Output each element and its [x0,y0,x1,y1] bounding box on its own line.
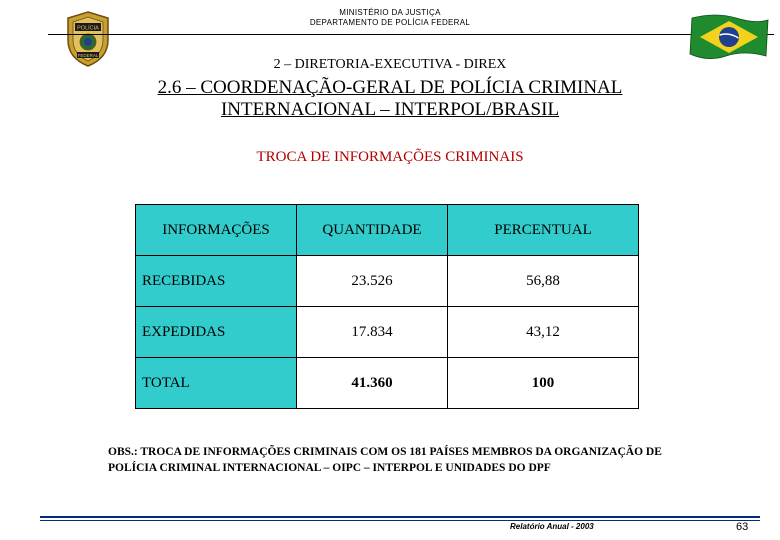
quantity-cell: 23.526 [297,256,448,307]
department-name: DEPARTAMENTO DE POLÍCIA FEDERAL [309,18,471,27]
table-row-total [136,358,639,409]
ministry-name: MINISTÉRIO DA JUSTIÇA [339,8,441,17]
table-row [136,256,639,307]
table-header-row [136,205,639,256]
column-header-quantidade: QUANTIDADE [297,205,448,256]
quantity-cell: 41.360 [297,358,448,409]
observation-note: OBS.: TROCA DE INFORMAÇÕES CRIMINAIS COM OS 181 PAÍSES MEMBROS DA ORGANIZAÇÃO DE POLÍCIA CRIMINAL INTERNACIONAL – OIPC – INTERPOL E UNIDADES DO DPF [108,446,662,474]
subtitle: 2 – DIRETORIA-EXECUTIVA - DIREX [273,57,507,72]
header-rule [48,34,774,35]
page-number: 63 [736,521,749,533]
quantity-cell: 17.834 [297,307,448,358]
percent-cell: 100 [448,358,639,409]
header-text [0,8,780,28]
badge-top-text: POLÍCIA [77,25,99,32]
table-row [136,307,639,358]
brazil-flag-icon [686,12,772,62]
row-label: EXPEDIDAS [136,307,297,358]
footer-report-title: Relatório Anual - 2003 [510,522,594,531]
footer-rule-thin [40,520,760,521]
percent-cell: 43,12 [448,307,639,358]
percent-cell: 56,88 [448,256,639,307]
row-label: RECEBIDAS [136,256,297,307]
badge-bottom-text: FEDERAL [77,53,99,58]
column-header-informacoes: INFORMAÇÕES [136,205,297,256]
footer-rule [40,516,760,518]
section-title: TROCA DE INFORMAÇÕES CRIMINAIS [256,149,524,165]
data-table [135,204,639,409]
column-header-percentual: PERCENTUAL [448,205,639,256]
page-title: 2.6 – COORDENAÇÃO-GERAL DE POLÍCIA CRIMINAL INTERNACIONAL – INTERPOL/BRASIL [157,77,623,120]
row-label: TOTAL [136,358,297,409]
